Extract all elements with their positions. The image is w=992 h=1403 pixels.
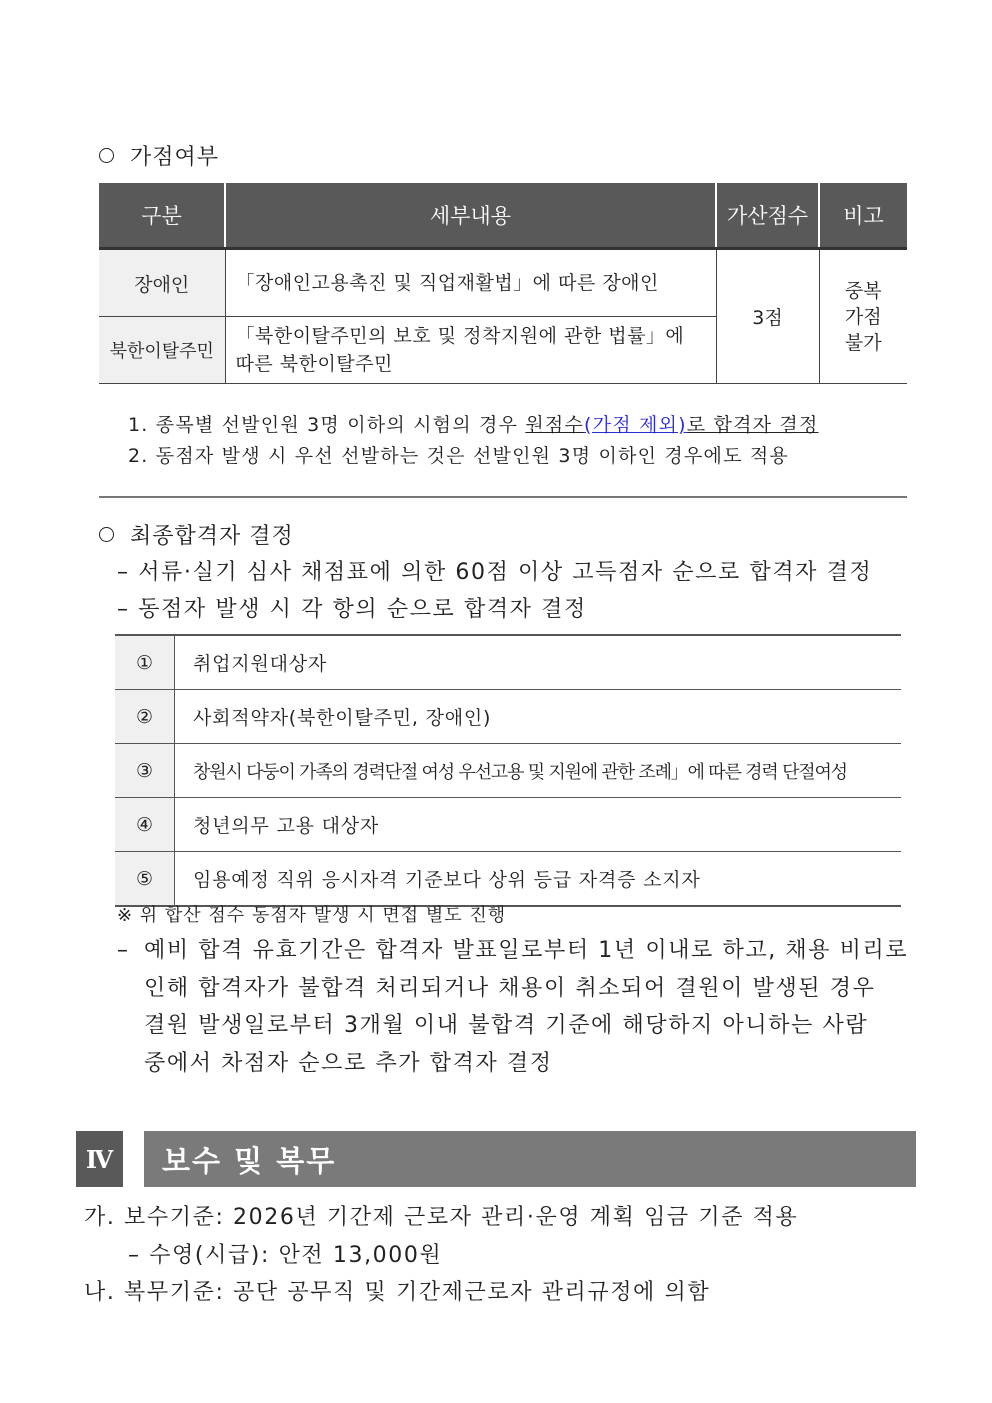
- priority-text: 취업지원대상자: [175, 635, 902, 690]
- final-heading-text: 최종합격자 결정: [130, 524, 294, 549]
- bonus-table: [99, 183, 907, 384]
- header-detail: 세부내용: [225, 183, 716, 249]
- table-row: [115, 690, 901, 744]
- header-note: 비고: [819, 183, 907, 249]
- note-line: 중복: [844, 279, 882, 302]
- detail-line: 「북한이탈주민의 보호 및 정착지원에 관한 법률」에: [235, 325, 685, 347]
- category-cell: 북한이탈주민: [99, 317, 225, 384]
- priority-text: 임용예정 직위 응시자격 기준보다 상위 등급 자격증 소지자: [175, 852, 902, 907]
- final-line-1: – 서류·실기 심사 채점표에 의한 60점 이상 고득점자 순으로 합격자 결정: [117, 560, 873, 585]
- bonus-heading-text: 가점여부: [130, 145, 220, 170]
- reserve-line: 결원 발생일로부터 3개월 이내 불합격 기준에 해당하지 아니하는 사람: [144, 1013, 869, 1038]
- priority-text: 청년의무 고용 대상자: [175, 798, 902, 852]
- reserve-paragraph: [117, 932, 927, 1082]
- points-cell: 3점: [716, 249, 819, 384]
- priority-table: [115, 634, 901, 907]
- reserve-line: 예비 합격 유효기간은 합격자 발표일로부터 1년 이내로 하고, 채용 비리로: [144, 938, 909, 963]
- table-row: [115, 798, 901, 852]
- priority-number: ④: [115, 798, 175, 852]
- note-1-underlined-end: 로 합격자 결정: [686, 414, 819, 436]
- note-1: [128, 410, 819, 441]
- table-row: [115, 852, 901, 907]
- reserve-line: 중에서 차점자 순으로 추가 합격자 결정: [144, 1050, 553, 1076]
- service-standard: 나. 복무기준: 공단 공무직 및 기간제근로자 관리규정에 의함: [84, 1280, 711, 1305]
- bonus-table-header: [99, 183, 907, 249]
- final-line-2: – 동점자 발생 시 각 항의 순으로 합격자 결정: [117, 597, 587, 622]
- detail-line: 따른 북한이탈주민: [235, 353, 393, 375]
- note-line: 불가: [844, 331, 882, 354]
- reserve-line: 인해 합격자가 불합격 처리되거나 채용이 취소되어 결원이 발생된 경우: [144, 975, 876, 1001]
- header-category: 구분: [99, 183, 225, 249]
- note-line: 가점: [844, 305, 882, 328]
- bonus-heading: [99, 140, 219, 171]
- priority-number: ①: [115, 635, 175, 690]
- section-number: Ⅳ: [76, 1131, 123, 1187]
- priority-number: ⑤: [115, 852, 175, 907]
- detail-cell: 「장애인고용촉진 및 직업재활법」에 따른 장애인: [225, 249, 716, 317]
- note-1-blue: (가점 제외): [584, 414, 687, 436]
- note-cell: [819, 249, 907, 384]
- circle-bullet-icon: [99, 527, 114, 542]
- priority-number: ②: [115, 690, 175, 744]
- reserve-dash: –: [117, 938, 130, 963]
- bonus-notes: [128, 410, 819, 472]
- category-cell: 장애인: [99, 249, 225, 317]
- pay-standard: 가. 보수기준: 2026년 기간제 근로자 관리·운영 계획 임금 기준 적용: [84, 1205, 799, 1230]
- table-row: [115, 635, 901, 690]
- header-points: 가산점수: [716, 183, 819, 249]
- priority-number: ③: [115, 744, 175, 798]
- circle-bullet-icon: [99, 148, 114, 163]
- divider: [99, 496, 907, 498]
- final-heading: [99, 519, 294, 550]
- table-row: [115, 744, 901, 798]
- section-title: 보수 및 복무: [144, 1131, 916, 1187]
- tie-note: ※ 위 합산 점수 동점자 발생 시 면접 별도 진행: [117, 905, 507, 926]
- detail-cell: [225, 317, 716, 384]
- note-1-prefix: 1. 종목별 선발인원 3명 이하의 시험의 경우: [128, 414, 526, 436]
- priority-text: 사회적약자(북한이탈주민, 장애인): [175, 690, 902, 744]
- note-2: 2. 동점자 발생 시 우선 선발하는 것은 선발인원 3명 이하인 경우에도 적용: [128, 445, 789, 467]
- priority-text: 창원시 다둥이 가족의 경력단절 여성 우선고용 및 지원에 관한 조례」에 따른 경력 단절여성: [175, 744, 902, 798]
- note-1-underlined: 원점수: [525, 414, 585, 436]
- pay-detail: – 수영(시급): 안전 13,000원: [128, 1243, 443, 1268]
- table-row: [99, 249, 907, 317]
